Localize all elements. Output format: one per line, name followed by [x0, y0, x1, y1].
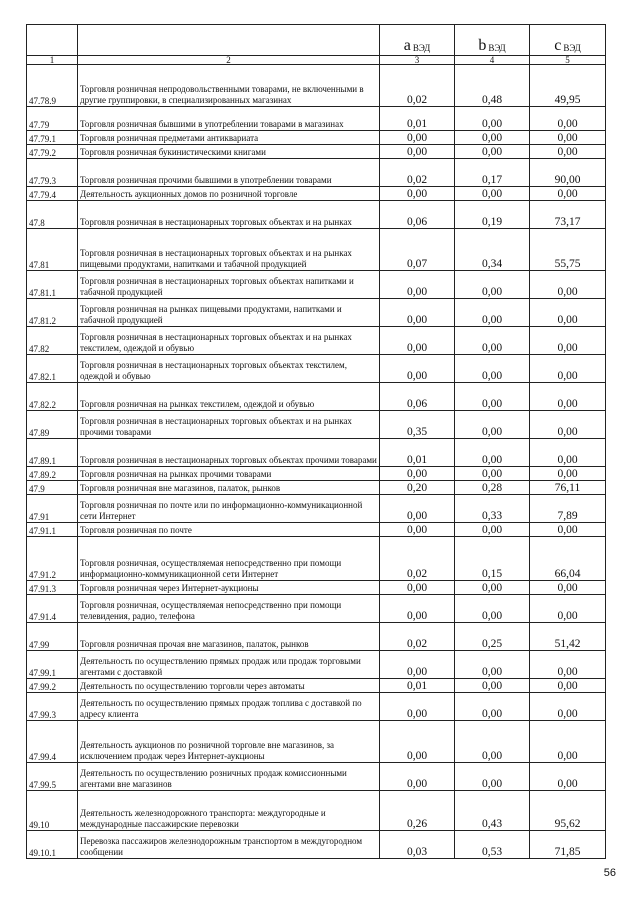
row-code: 47.79.3 — [27, 159, 78, 187]
row-value-b: 0,48 — [455, 65, 530, 107]
row-value-b: 0,25 — [455, 623, 530, 651]
row-name: Торговля розничная прочими бывшими в употреблении товарами — [78, 159, 380, 187]
row-value-b: 0,00 — [455, 299, 530, 327]
table-row — [27, 299, 606, 327]
row-value-b: 0,19 — [455, 201, 530, 229]
header-code — [27, 25, 78, 56]
row-name: Перевозка пассажиров железнодорожным транспортом в междугородном сообщении — [78, 831, 380, 859]
row-value-a: 0,00 — [380, 581, 455, 595]
row-code: 47.99.4 — [27, 721, 78, 763]
header-row — [27, 25, 606, 56]
row-value-c: 55,75 — [530, 229, 606, 271]
row-value-c: 0,00 — [530, 383, 606, 411]
row-name: Торговля розничная на рынках текстилем, одеждой и обувью — [78, 383, 380, 411]
row-value-b: 0,00 — [455, 467, 530, 481]
row-name: Деятельность по осуществлению розничных продаж комиссионными агентами вне магазинов — [78, 763, 380, 791]
row-value-b: 0,00 — [455, 523, 530, 537]
row-value-a: 0,03 — [380, 831, 455, 859]
row-name: Торговля розничная на рынках пищевыми продуктами, напитками и табачной продукцией — [78, 299, 380, 327]
row-code: 47.81.1 — [27, 271, 78, 299]
row-value-b: 0,28 — [455, 481, 530, 495]
row-value-c: 0,00 — [530, 355, 606, 383]
row-value-a: 0,00 — [380, 187, 455, 201]
row-name: Торговля розничная предметами антиквариата — [78, 131, 380, 145]
row-value-b: 0,00 — [455, 439, 530, 467]
row-value-c: 66,04 — [530, 537, 606, 581]
row-value-a: 0,00 — [380, 495, 455, 523]
header-a-letter: a — [403, 37, 411, 54]
row-code: 47.91.3 — [27, 581, 78, 595]
row-name: Деятельность аукционов по розничной торговле вне магазинов, за исключением продаж через Интернет-аукционы — [78, 721, 380, 763]
row-value-a: 0,00 — [380, 145, 455, 159]
row-code: 47.91 — [27, 495, 78, 523]
table-row — [27, 693, 606, 721]
table-row — [27, 201, 606, 229]
header-c-letter: c — [554, 37, 562, 54]
row-value-a: 0,00 — [380, 595, 455, 623]
row-value-a: 0,00 — [380, 467, 455, 481]
row-code: 47.79.1 — [27, 131, 78, 145]
table-row — [27, 271, 606, 299]
row-code: 47.78.9 — [27, 65, 78, 107]
row-value-b: 0,00 — [455, 581, 530, 595]
row-name: Торговля розничная прочая вне магазинов, палаток, рынков — [78, 623, 380, 651]
column-number: 2 — [78, 56, 380, 65]
row-code: 47.79.2 — [27, 145, 78, 159]
row-value-b: 0,00 — [455, 187, 530, 201]
row-value-b: 0,00 — [455, 763, 530, 791]
row-value-b: 0,00 — [455, 107, 530, 131]
row-value-a: 0,01 — [380, 107, 455, 131]
column-number-row — [27, 56, 606, 65]
row-value-c: 0,00 — [530, 581, 606, 595]
row-value-a: 0,20 — [380, 481, 455, 495]
row-value-b: 0,00 — [455, 411, 530, 439]
header-b — [455, 25, 530, 56]
row-value-a: 0,00 — [380, 651, 455, 679]
row-name: Деятельность аукционных домов по розничной торговле — [78, 187, 380, 201]
table-row — [27, 383, 606, 411]
row-name: Торговля розничная букинистическими книгами — [78, 145, 380, 159]
row-value-c: 90,00 — [530, 159, 606, 187]
row-value-b: 0,00 — [455, 131, 530, 145]
row-code: 47.81.2 — [27, 299, 78, 327]
row-value-c: 95,62 — [530, 791, 606, 831]
row-value-c: 0,00 — [530, 651, 606, 679]
column-number: 4 — [455, 56, 530, 65]
row-value-c: 76,11 — [530, 481, 606, 495]
row-name: Торговля розничная бывшими в употреблении товарами в магазинах — [78, 107, 380, 131]
table-row — [27, 327, 606, 355]
row-name: Торговля розничная в нестационарных торговых объектах и на рынках текстилем, одеждой и обувью — [78, 327, 380, 355]
row-value-a: 0,00 — [380, 721, 455, 763]
row-name: Торговля розничная по почте — [78, 523, 380, 537]
row-value-b: 0,00 — [455, 271, 530, 299]
row-code: 47.82.2 — [27, 383, 78, 411]
table-row — [27, 523, 606, 537]
row-name: Торговля розничная, осуществляемая непосредственно при помощи телевидения, радио, телефона — [78, 595, 380, 623]
header-b-sub: ВЭД — [488, 43, 506, 53]
row-value-a: 0,02 — [380, 159, 455, 187]
row-value-c: 0,00 — [530, 327, 606, 355]
header-name — [78, 25, 380, 56]
table-body — [27, 65, 606, 859]
row-name: Торговля розничная вне магазинов, палаток, рынков — [78, 481, 380, 495]
row-code: 47.82.1 — [27, 355, 78, 383]
row-value-c: 49,95 — [530, 65, 606, 107]
table-row — [27, 595, 606, 623]
table-row — [27, 581, 606, 595]
row-value-c: 73,17 — [530, 201, 606, 229]
row-value-b: 0,00 — [455, 355, 530, 383]
row-value-c: 51,42 — [530, 623, 606, 651]
row-code: 49.10 — [27, 791, 78, 831]
row-value-c: 0,00 — [530, 187, 606, 201]
row-value-b: 0,15 — [455, 537, 530, 581]
row-name: Торговля розничная в нестационарных торговых объектах и на рынках прочими товарами — [78, 411, 380, 439]
row-code: 47.91.1 — [27, 523, 78, 537]
row-value-b: 0,34 — [455, 229, 530, 271]
table-row — [27, 131, 606, 145]
row-value-b: 0,00 — [455, 721, 530, 763]
row-value-a: 0,06 — [380, 383, 455, 411]
table-row — [27, 65, 606, 107]
table-row — [27, 537, 606, 581]
table-row — [27, 159, 606, 187]
row-value-a: 0,00 — [380, 271, 455, 299]
row-code: 47.99.2 — [27, 679, 78, 693]
row-value-c: 0,00 — [530, 595, 606, 623]
row-value-a: 0,00 — [380, 763, 455, 791]
row-value-b: 0,17 — [455, 159, 530, 187]
table-row — [27, 439, 606, 467]
row-value-b: 0,53 — [455, 831, 530, 859]
row-value-c: 0,00 — [530, 411, 606, 439]
row-name: Торговля розничная на рынках прочими товарами — [78, 467, 380, 481]
row-value-a: 0,26 — [380, 791, 455, 831]
header-a-sub: ВЭД — [412, 43, 431, 53]
row-name: Торговля розничная, осуществляемая непосредственно при помощи информационно-коммуникационной сети Интернет — [78, 537, 380, 581]
row-value-c: 0,00 — [530, 299, 606, 327]
row-name: Торговля розничная в нестационарных торговых объектах текстилем, одеждой и обувью — [78, 355, 380, 383]
column-number: 5 — [530, 56, 606, 65]
table-row — [27, 679, 606, 693]
row-value-c: 0,00 — [530, 679, 606, 693]
row-code: 47.89.2 — [27, 467, 78, 481]
row-name: Торговля розничная по почте или по информационно-коммуникационной сети Интернет — [78, 495, 380, 523]
row-value-c: 7,89 — [530, 495, 606, 523]
table-row — [27, 651, 606, 679]
row-name: Деятельность по осуществлению прямых продаж топлива с доставкой по адресу клиента — [78, 693, 380, 721]
row-code: 47.91.4 — [27, 595, 78, 623]
row-value-c: 0,00 — [530, 145, 606, 159]
row-code: 47.79 — [27, 107, 78, 131]
row-value-a: 0,02 — [380, 65, 455, 107]
row-name: Торговля розничная в нестационарных торговых объектах и на рынках пищевыми продуктами, напитками и табачной продукцией — [78, 229, 380, 271]
row-value-a: 0,00 — [380, 355, 455, 383]
row-value-c: 0,00 — [530, 107, 606, 131]
column-number: 1 — [27, 56, 78, 65]
row-value-a: 0,07 — [380, 229, 455, 271]
table-row — [27, 791, 606, 831]
row-name: Торговля розничная в нестационарных торговых объектах напитками и табачной продукцией — [78, 271, 380, 299]
row-name: Деятельность по осуществлению прямых продаж или продаж торговыми агентами с доставкой — [78, 651, 380, 679]
row-code: 47.9 — [27, 481, 78, 495]
table-row — [27, 187, 606, 201]
row-value-b: 0,00 — [455, 327, 530, 355]
table-row — [27, 107, 606, 131]
table-row — [27, 145, 606, 159]
row-value-c: 0,00 — [530, 693, 606, 721]
row-value-b: 0,00 — [455, 693, 530, 721]
row-name: Торговля розничная в нестационарных торговых объектах и на рынках — [78, 201, 380, 229]
row-code: 47.79.4 — [27, 187, 78, 201]
row-value-a: 0,06 — [380, 201, 455, 229]
header-c — [530, 25, 606, 56]
row-code: 49.10.1 — [27, 831, 78, 859]
page-number: 56 — [603, 867, 616, 879]
row-value-c: 0,00 — [530, 271, 606, 299]
row-value-c: 0,00 — [530, 523, 606, 537]
table-row — [27, 481, 606, 495]
table-row — [27, 831, 606, 859]
row-value-c: 0,00 — [530, 131, 606, 145]
row-name: Деятельность железнодорожного транспорта: междугородные и международные пассажирские перевозки — [78, 791, 380, 831]
row-value-a: 0,00 — [380, 299, 455, 327]
row-value-b: 0,00 — [455, 145, 530, 159]
row-value-b: 0,00 — [455, 679, 530, 693]
row-value-a: 0,35 — [380, 411, 455, 439]
header-c-sub: ВЭД — [563, 43, 581, 53]
row-value-c: 71,85 — [530, 831, 606, 859]
row-value-a: 0,00 — [380, 523, 455, 537]
row-name: Торговля розничная через Интернет-аукционы — [78, 581, 380, 595]
row-value-a: 0,01 — [380, 679, 455, 693]
row-value-b: 0,00 — [455, 595, 530, 623]
row-value-c: 0,00 — [530, 467, 606, 481]
row-name: Деятельность по осуществлению торговли через автоматы — [78, 679, 380, 693]
row-code: 47.82 — [27, 327, 78, 355]
table-row — [27, 411, 606, 439]
row-code: 47.89.1 — [27, 439, 78, 467]
row-code: 47.99.3 — [27, 693, 78, 721]
row-code: 47.99.5 — [27, 763, 78, 791]
row-name: Торговля розничная непродовольственными товарами, не включенными в другие группировки, в специализированных магазинах — [78, 65, 380, 107]
table-row — [27, 763, 606, 791]
row-value-a: 0,02 — [380, 537, 455, 581]
header-a — [380, 25, 455, 56]
column-number: 3 — [380, 56, 455, 65]
row-value-c: 0,00 — [530, 763, 606, 791]
table-row — [27, 467, 606, 481]
row-value-b: 0,43 — [455, 791, 530, 831]
row-value-b: 0,33 — [455, 495, 530, 523]
row-value-a: 0,01 — [380, 439, 455, 467]
row-value-a: 0,02 — [380, 623, 455, 651]
row-value-a: 0,00 — [380, 327, 455, 355]
row-name: Торговля розничная в нестационарных торговых объектах прочими товарами — [78, 439, 380, 467]
table-row — [27, 623, 606, 651]
row-value-b: 0,00 — [455, 383, 530, 411]
row-code: 47.8 — [27, 201, 78, 229]
row-code: 47.81 — [27, 229, 78, 271]
table-row — [27, 229, 606, 271]
row-code: 47.89 — [27, 411, 78, 439]
row-value-a: 0,00 — [380, 131, 455, 145]
row-value-b: 0,00 — [455, 651, 530, 679]
header-b-letter: b — [478, 37, 487, 54]
table-row — [27, 495, 606, 523]
data-table — [26, 24, 606, 859]
row-code: 47.99.1 — [27, 651, 78, 679]
row-value-c: 0,00 — [530, 439, 606, 467]
row-value-a: 0,00 — [380, 693, 455, 721]
table-row — [27, 721, 606, 763]
row-code: 47.91.2 — [27, 537, 78, 581]
table-row — [27, 355, 606, 383]
row-code: 47.99 — [27, 623, 78, 651]
row-value-c: 0,00 — [530, 721, 606, 763]
